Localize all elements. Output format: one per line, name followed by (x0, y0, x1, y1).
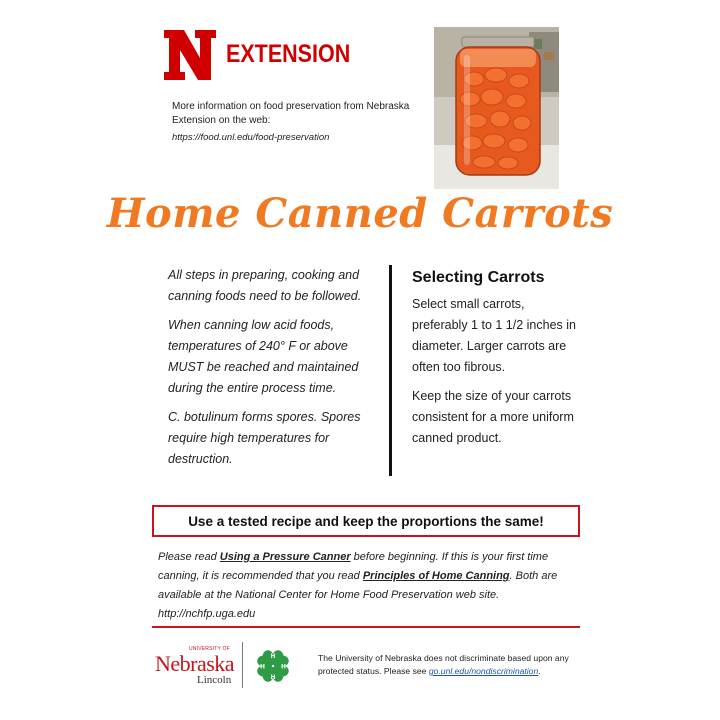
nondiscrimination-link[interactable]: go.unl.edu/nondiscrimination (428, 666, 539, 676)
extension-label: EXTENSION (226, 40, 351, 68)
column-divider (389, 265, 392, 476)
intro-column (168, 265, 383, 478)
more-info-text: More information on food preservation from Nebraska Extension on the web: (172, 101, 410, 126)
intro-paragraph-botulinum: C. botulinum forms spores. Spores require high temperatures for destruction. (168, 410, 361, 466)
carrot-jar-photo (434, 27, 559, 189)
footer-divider (152, 626, 580, 628)
nebraska-n-logo (162, 28, 218, 82)
unl-logo (155, 646, 237, 690)
svg-text:H: H (270, 653, 276, 660)
pressure-canner-link[interactable]: Using a Pressure Canner (219, 551, 351, 563)
disclaimer-text: The University of Nebraska does not discriminate based upon any protected status. Please see (318, 653, 569, 676)
tested-recipe-callout: Use a tested recipe and keep the proportions the same! (152, 505, 580, 537)
page-title: Home Canned Carrots (106, 190, 614, 237)
please-read-paragraph (158, 548, 578, 624)
selecting-paragraph-consistency: Keep the size of your carrots consistent for a more uniform canned product. (412, 389, 574, 445)
svg-text:H: H (270, 674, 276, 681)
selecting-paragraph-size: Select small carrots, preferably 1 to 1 1/2 inches in diameter. Larger carrots are often too fibrous. (412, 297, 576, 374)
svg-text:H: H (259, 663, 266, 671)
unl-small-text: UNIVERSITY OF (189, 646, 230, 652)
please-read-text-1: Please read (158, 551, 220, 563)
food-preservation-url[interactable]: https://food.unl.edu/food-preservation (172, 132, 330, 143)
intro-paragraph-steps: All steps in preparing, cooking and canning foods need to be followed. (168, 268, 362, 303)
disclaimer-end: . (538, 666, 541, 676)
principles-canning-link[interactable]: Principles of Home Canning (362, 570, 510, 582)
please-read-text-2: before beginning. If this is your first time canning, it is recommended that you read (158, 551, 549, 582)
logo-separator (242, 642, 243, 688)
svg-text:H: H (280, 663, 287, 671)
section-heading: Selecting Carrots (412, 269, 545, 286)
four-h-clover-icon (251, 644, 295, 688)
please-read-text-3: . Both are available at the National Center for Home Food Preservation web site. http://nchfp.uga.edu (158, 570, 558, 620)
nondiscrimination-statement (318, 652, 580, 678)
unl-name: Nebraska (155, 651, 235, 676)
intro-paragraph-temperature: When canning low acid foods, temperatures of 240° F or above MUST be reached and maintained during the entire process time. (168, 318, 359, 395)
unl-city: Lincoln (197, 674, 232, 686)
selecting-carrots-section (412, 268, 582, 457)
